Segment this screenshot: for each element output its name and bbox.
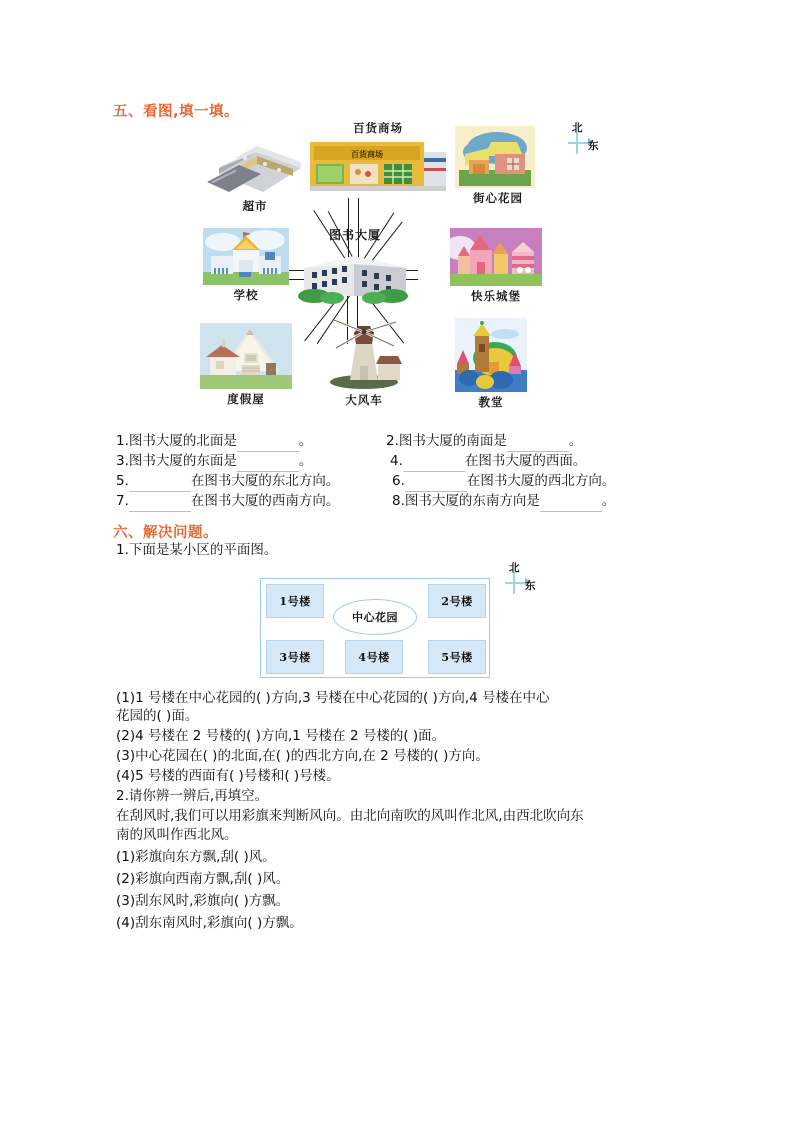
compass-rose-map	[558, 120, 614, 164]
question-number: 1.	[116, 433, 129, 449]
question-row-5	[116, 472, 339, 492]
map-node-church	[455, 318, 535, 410]
map-node-library-center	[296, 226, 414, 306]
question-row-4	[390, 452, 586, 472]
question-period: 。	[601, 493, 616, 509]
q1-item-1-line-1: (1)1 号楼在中心花园的( )方向,3 号楼在中心花园的( )方向,4 号楼在中心	[116, 690, 550, 706]
direction-map-diagram	[110, 118, 610, 423]
plan-block-label: 1号楼	[279, 595, 311, 608]
question-number: 6.	[392, 473, 405, 489]
question-number: 2.	[386, 433, 399, 449]
q1-item-2: (2)4 号楼在 2 号楼的( )方向,1 号楼在 2 号楼的( )面。	[116, 728, 446, 744]
map-node-windmill	[320, 318, 408, 408]
map-node-department-store	[308, 120, 448, 196]
answer-blank[interactable]	[507, 432, 569, 452]
question-period: 。	[568, 433, 583, 449]
compass-north-label: 北	[509, 562, 520, 574]
windmill-icon	[320, 318, 408, 390]
compass-horizontal-bar	[568, 142, 590, 144]
garden-house-icon	[455, 126, 535, 188]
map-node-school	[203, 228, 289, 303]
question-row-6	[392, 472, 615, 492]
plan-block-label: 3号楼	[279, 651, 311, 664]
q2-item-4: (4)刮东南风时,彩旗向( )方飘。	[116, 915, 303, 931]
q1-item-4: (4)5 号楼的西面有( )号楼和( )号楼。	[116, 768, 340, 784]
map-node-label: 超市	[242, 199, 268, 213]
store-sign-text: 百货商场	[351, 149, 383, 159]
q2-explain-line-1: 在刮风时,我们可以用彩旗来判断风向。由北向南吹的风叫作北风,由西北吹向东	[116, 808, 584, 824]
map-node-label: 快乐城堡	[471, 289, 521, 303]
map-node-label: 百货商场	[353, 121, 403, 135]
plan-block-label: 5号楼	[441, 651, 473, 664]
question-row-3	[116, 452, 312, 472]
plan-block-building-1	[266, 584, 324, 618]
question-text: 在图书大厦的西南方向。	[190, 493, 340, 509]
neighborhood-plan-diagram	[260, 578, 490, 678]
compass-rose-plan	[495, 560, 551, 604]
answer-blank[interactable]	[237, 452, 299, 472]
question-row-7	[116, 492, 339, 512]
answer-blank[interactable]	[129, 472, 191, 492]
map-node-label: 学校	[233, 288, 259, 302]
answer-blank[interactable]	[403, 452, 465, 472]
section-five-heading: 五、看图,填一填。	[113, 104, 240, 120]
answer-blank[interactable]	[540, 492, 602, 512]
compass-east-label: 东	[588, 140, 599, 152]
question-text: 图书大厦的东南方向是	[404, 493, 540, 509]
answer-blank[interactable]	[129, 492, 191, 512]
question-number: 5.	[116, 473, 129, 489]
answer-blank[interactable]	[405, 472, 467, 492]
compass-horizontal-bar	[505, 582, 527, 584]
answer-blank[interactable]	[237, 432, 299, 452]
question-text: 图书大厦的南面是	[398, 433, 507, 449]
holiday-house-icon	[200, 323, 292, 389]
department-store-icon	[308, 138, 448, 196]
question-period: 。	[298, 453, 313, 469]
question-number: 3.	[116, 453, 129, 469]
q2-item-3: (3)刮东风时,彩旗向( )方飘。	[116, 893, 290, 909]
map-node-label: 街心花园	[473, 191, 523, 205]
map-center-label: 图书大厦	[328, 228, 381, 242]
q2-item-1: (1)彩旗向东方飘,刮( )风。	[116, 849, 276, 865]
question-row-1	[116, 432, 312, 452]
plan-garden-label: 中心花园	[352, 611, 398, 624]
supermarket-icon	[205, 134, 305, 196]
map-node-label: 教堂	[478, 395, 504, 409]
plan-center-garden	[333, 599, 417, 635]
plan-block-label: 2号楼	[441, 595, 473, 608]
q2-intro: 2.请你辨一辨后,再填空。	[116, 788, 269, 804]
q1-intro: 1.下面是某小区的平面图。	[116, 542, 278, 558]
q2-item-2: (2)彩旗向西南方飘,刮( )风。	[116, 871, 290, 887]
map-node-holiday-house	[200, 323, 292, 407]
map-node-label: 度假屋	[227, 392, 265, 406]
compass-east-label: 东	[525, 580, 536, 592]
question-number: 4.	[390, 453, 403, 469]
question-row-8	[392, 492, 615, 512]
q1-item-3: (3)中心花园在( )的北面,在( )的西北方向,在 2 号楼的( )方向。	[116, 748, 489, 764]
question-text: 图书大厦的东面是	[128, 453, 237, 469]
question-text: 在图书大厦的西面。	[464, 453, 587, 469]
map-node-happy-castle	[450, 228, 542, 304]
question-text: 在图书大厦的东北方向。	[190, 473, 340, 489]
question-number: 7.	[116, 493, 129, 509]
plan-block-building-5	[428, 640, 486, 674]
church-icon	[455, 318, 527, 392]
plan-block-label: 4号楼	[358, 651, 390, 664]
section-six-heading: 六、解决问题。	[113, 525, 218, 541]
castle-icon	[450, 228, 542, 286]
map-node-label: 大风车	[345, 393, 383, 407]
q2-explain-line-2: 南的风叫作西北风。	[116, 827, 238, 843]
plan-block-building-4	[345, 640, 403, 674]
map-node-street-garden	[455, 126, 541, 206]
question-number: 8.	[392, 493, 405, 509]
school-icon	[203, 228, 289, 285]
library-building-icon	[296, 244, 414, 306]
question-text: 图书大厦的北面是	[128, 433, 237, 449]
question-text: 在图书大厦的西北方向。	[466, 473, 616, 489]
plan-block-building-2	[428, 584, 486, 618]
q1-item-1-line-2: 花园的( )面。	[116, 708, 199, 724]
question-row-2	[386, 432, 582, 452]
question-period: 。	[298, 433, 313, 449]
compass-north-label: 北	[572, 122, 583, 134]
map-node-supermarket	[205, 134, 305, 214]
plan-block-building-3	[266, 640, 324, 674]
